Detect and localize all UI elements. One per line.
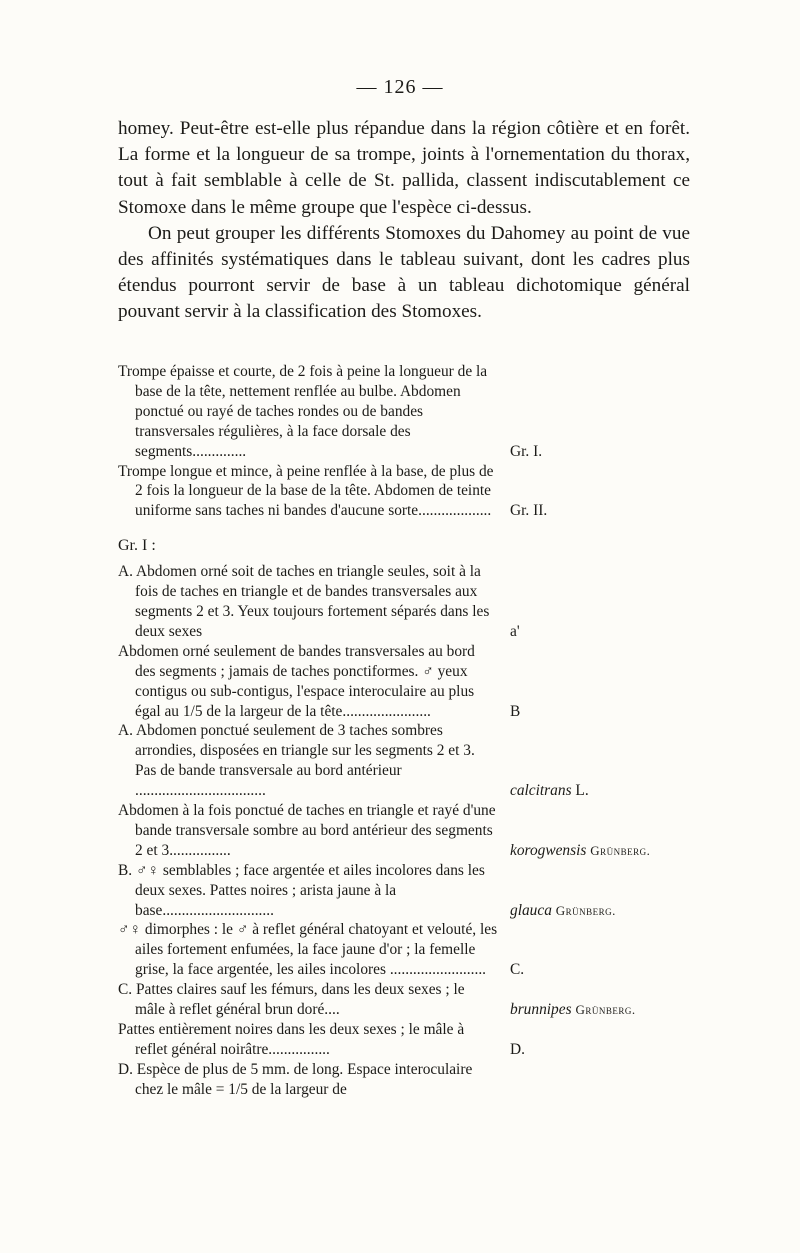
species-author: L. [575,782,589,800]
species-author: Grünberg. [555,902,616,918]
key-entry [118,1020,718,1060]
key-entry [118,861,718,921]
key-entry-text: B. ♂♀ semblables ; face argentée et ailes incolores dans les deux sexes. Pattes noires ; arista jaune à la base............................. [118,861,485,919]
key-entry-result: a' [510,622,520,640]
paragraph-2: On peut grouper les différents Stomoxes du Dahomey au point de vue des affinités systématiques dans le tableau suivant, dont les cadres plus étendus pourront servir de base à un tableau dichotomique général pouvant servir à la classification des Stomoxes. [118,222,690,323]
key-entry-text: C. Pattes claires sauf les fémurs, dans les deux sexes ; le mâle à reflet général brun doré.... [118,981,465,1019]
key-entry [118,920,718,980]
species-author: Grünberg. [590,842,651,858]
key-entry [118,801,718,861]
key-entry-text: A. Abdomen orné soit de taches en triangle seules, soit à la fois de taches en triangle et de bandes transversales aux segments 2 et 3. Yeux toujours fortement séparés dans les deux sexes [118,563,490,640]
key-entry-result [510,841,650,861]
key-entry-result: D. [510,1040,525,1058]
key-entry [118,642,718,722]
key-entry-result [510,781,589,801]
key-intro-text: Trompe longue et mince, à peine renflée à la base, de plus de 2 fois la longueur de la base de la tête. Abdomen de teinte uniforme sans taches ni bandes d'aucune sorte................... [118,462,494,520]
key-entry-text: A. Abdomen ponctué seulement de 3 taches sombres arrondies, disposées en triangle sur les segments 2 et 3. Pas de bande transversale au bord antérieur .................................. [118,722,475,800]
key-entry [118,562,718,642]
species-name: brunnipes [510,1001,572,1019]
key-entry-text: Pattes entièrement noires dans les deux sexes ; le mâle à reflet général noirâtre................ [118,1021,465,1058]
key-entry-text: D. Espèce de plus de 5 mm. de long. Espace interoculaire chez le mâle = 1/5 de la largeur de [118,1060,473,1098]
key-intro-2 [118,462,718,522]
key-intro-text: Trompe épaisse et courte, de 2 fois à peine la longueur de la base de la tête, nettement renflée au bulbe. Abdomen ponctué ou rayé de taches rondes ou de bandes transversales régulières, à la face dorsale des segments.............. [118,363,488,460]
key-intro-result: Gr. I. [510,442,543,460]
body-text [118,116,690,326]
key-intro-1 [118,362,718,462]
species-author: Grünberg. [575,1002,636,1018]
key-entry [118,980,718,1020]
key-entry-text: ♂♀ dimorphes : le ♂ à reflet général chatoyant et velouté, les ailes fortement enfumées, la face jaune d'or ; la femelle grise, la face argentée, les ailes incolores ......................... [118,921,498,979]
species-name: korogwensis [510,841,587,859]
species-name: calcitrans [510,782,572,800]
group-title: Gr. I : [118,537,156,555]
key-entry [118,1060,718,1100]
key-entry [118,721,718,801]
key-entry-text: Abdomen orné seulement de bandes transversales au bord des segments ; jamais de taches ponctiformes. ♂ yeux contigus ou sub-contigus, l'espace interoculaire au plus égal au 1/5 de la largeur de la tête....................... [118,642,475,720]
dichotomous-key [118,362,718,1100]
species-name: glauca [510,901,552,919]
key-entry-result [510,1000,636,1020]
key-entry-result: C. [510,961,525,979]
paragraph-1: homey. Peut-être est-elle plus répandue dans la région côtière et en forêt. La forme et la longueur de sa trompe, joints à l'ornementation du thorax, tout à fait semblable à celle de St. pallida, classent indiscutablement ce Stomoxe dans le même groupe que l'espèce ci-dessus. [118,118,690,218]
key-entry-result: B [510,702,521,720]
key-entry-text: Abdomen à la fois ponctué de taches en triangle et rayé d'une bande transversale sombre au bord antérieur des segments 2 et 3................ [118,802,496,859]
key-intro-result: Gr. II. [510,502,548,520]
page-number: — 126 — [356,76,444,98]
key-entry-result [510,901,616,921]
